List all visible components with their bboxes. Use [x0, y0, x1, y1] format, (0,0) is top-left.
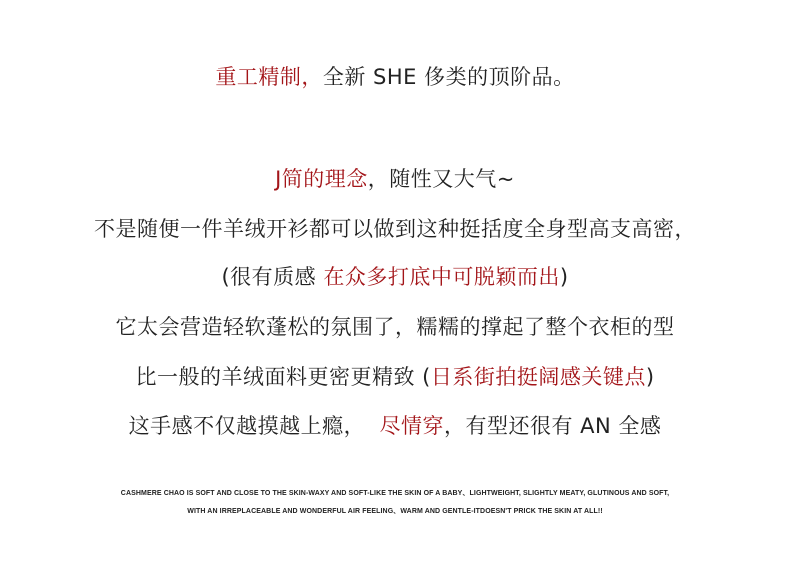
feel-text-before: 这手感不仅越摸越上瘾，: [128, 414, 380, 438]
volume-line: 它太会营造轻软蓬松的氛围了，糯糯的撑起了整个衣柜的型: [115, 315, 675, 339]
concept-line: [0, 165, 790, 193]
concept-highlight: J简的理念: [275, 167, 368, 191]
feel-line: [0, 412, 790, 440]
texture-text-after: ): [559, 265, 569, 289]
headline-line: [0, 63, 790, 91]
structure-line: 不是随便一件羊绒开衫都可以做到这种挺括度全身型高支高密，: [94, 217, 696, 241]
headline-highlight: 重工精制，: [215, 65, 323, 89]
fabric-text-before: 比一般的羊绒面料更密更精致 (: [135, 365, 431, 389]
fabric-line: [0, 363, 790, 391]
headline-text: 全新 SHE 侈类的顶阶品。: [322, 65, 575, 89]
feel-highlight: 尽情穿: [379, 414, 444, 438]
english-caption-line-1: CASHMERE CHAO IS SOFT AND CLOSE TO THE SKIN-WAXY AND SOFT-LIKE THE SKIN OF A BABY、LIGHTWEIGHT, SLIGHTLY MEATY, GLUTINOUS AND SOFT,: [120, 490, 670, 497]
fabric-highlight: 日系街拍挺阔感关键点: [430, 365, 646, 389]
english-caption-line-2: WITH AN IRREPLACEABLE AND WONDERFUL AIR FEELING、WARM AND GENTLE-ITDOESN'T PRICK THE SKIN AT ALL!!: [187, 508, 603, 515]
concept-text: ，随性又大气~: [367, 167, 515, 191]
feel-text-after: ，有型还很有 AN 全感: [443, 414, 662, 438]
texture-line: [0, 263, 790, 291]
fabric-text-after: ): [645, 365, 655, 389]
texture-text-before: (很有质感: [221, 265, 324, 289]
texture-highlight: 在众多打底中可脱颖而出: [323, 265, 560, 289]
